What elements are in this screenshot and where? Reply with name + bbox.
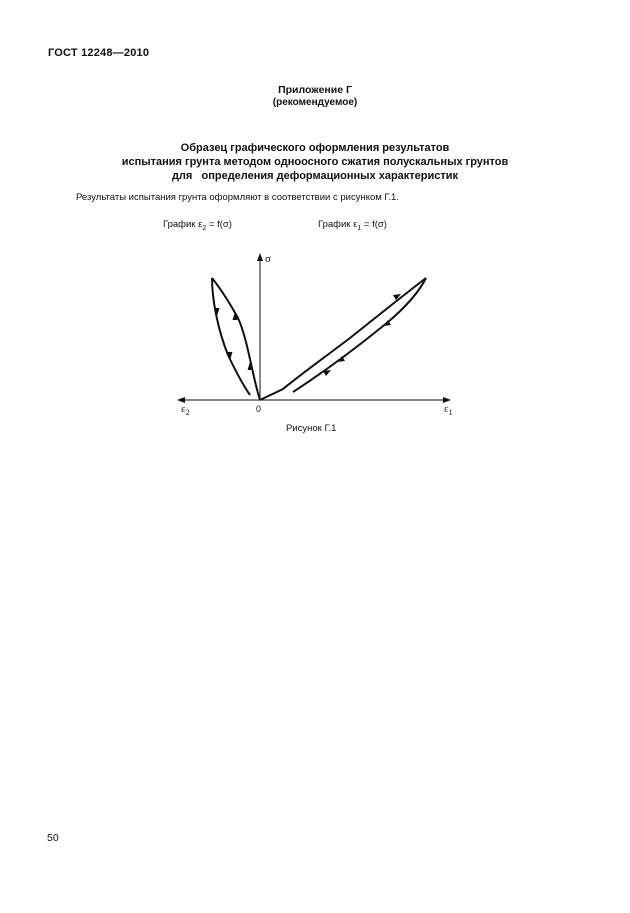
annex-status: (рекомендуемое)	[272, 97, 358, 108]
curve-e1-loading	[260, 278, 426, 400]
heading-line-3: для определения деформационных характеристик	[171, 170, 459, 182]
figure-caption: Рисунок Г.1	[286, 423, 337, 434]
curve-e1-arrow-up-1	[323, 370, 331, 376]
axis-label-e1	[444, 403, 453, 417]
graph-label-e1-prefix: График ε	[318, 219, 358, 230]
heading-line-2: испытания грунта методом одноосного сжатия полускальных грунтов	[121, 156, 509, 168]
graph-label-e2-prefix: График ε	[163, 219, 203, 230]
axis-label-e2	[181, 403, 190, 417]
document-header: ГОСТ 12248—2010	[48, 47, 150, 59]
axis-origin: 0	[256, 404, 262, 414]
page-number: 50	[47, 832, 59, 844]
axis-label-e2-sym: ε	[181, 403, 186, 415]
graph-label-e1-sub: 1	[357, 224, 362, 232]
heading-line-1: Образец графического оформления результатов	[180, 142, 450, 154]
curve-e1-unloading	[293, 278, 426, 392]
curve-e2-loading	[212, 278, 260, 400]
axis-label-sigma: σ	[265, 253, 271, 265]
axis-label-e1-sym: ε	[444, 403, 449, 415]
graph-label-e2-sub: 2	[202, 224, 207, 232]
axis-label-e2-sub: 2	[185, 408, 190, 417]
body-paragraph: Результаты испытания грунта оформляют в соответствии с рисунком Г.1.	[76, 192, 399, 203]
annex-title: Приложение Г	[278, 84, 352, 96]
graph-label-e1-suffix: = f(σ)	[361, 219, 387, 230]
graph-label-e2-suffix: = f(σ)	[206, 219, 232, 230]
axis-label-e1-sub: 1	[448, 408, 453, 417]
